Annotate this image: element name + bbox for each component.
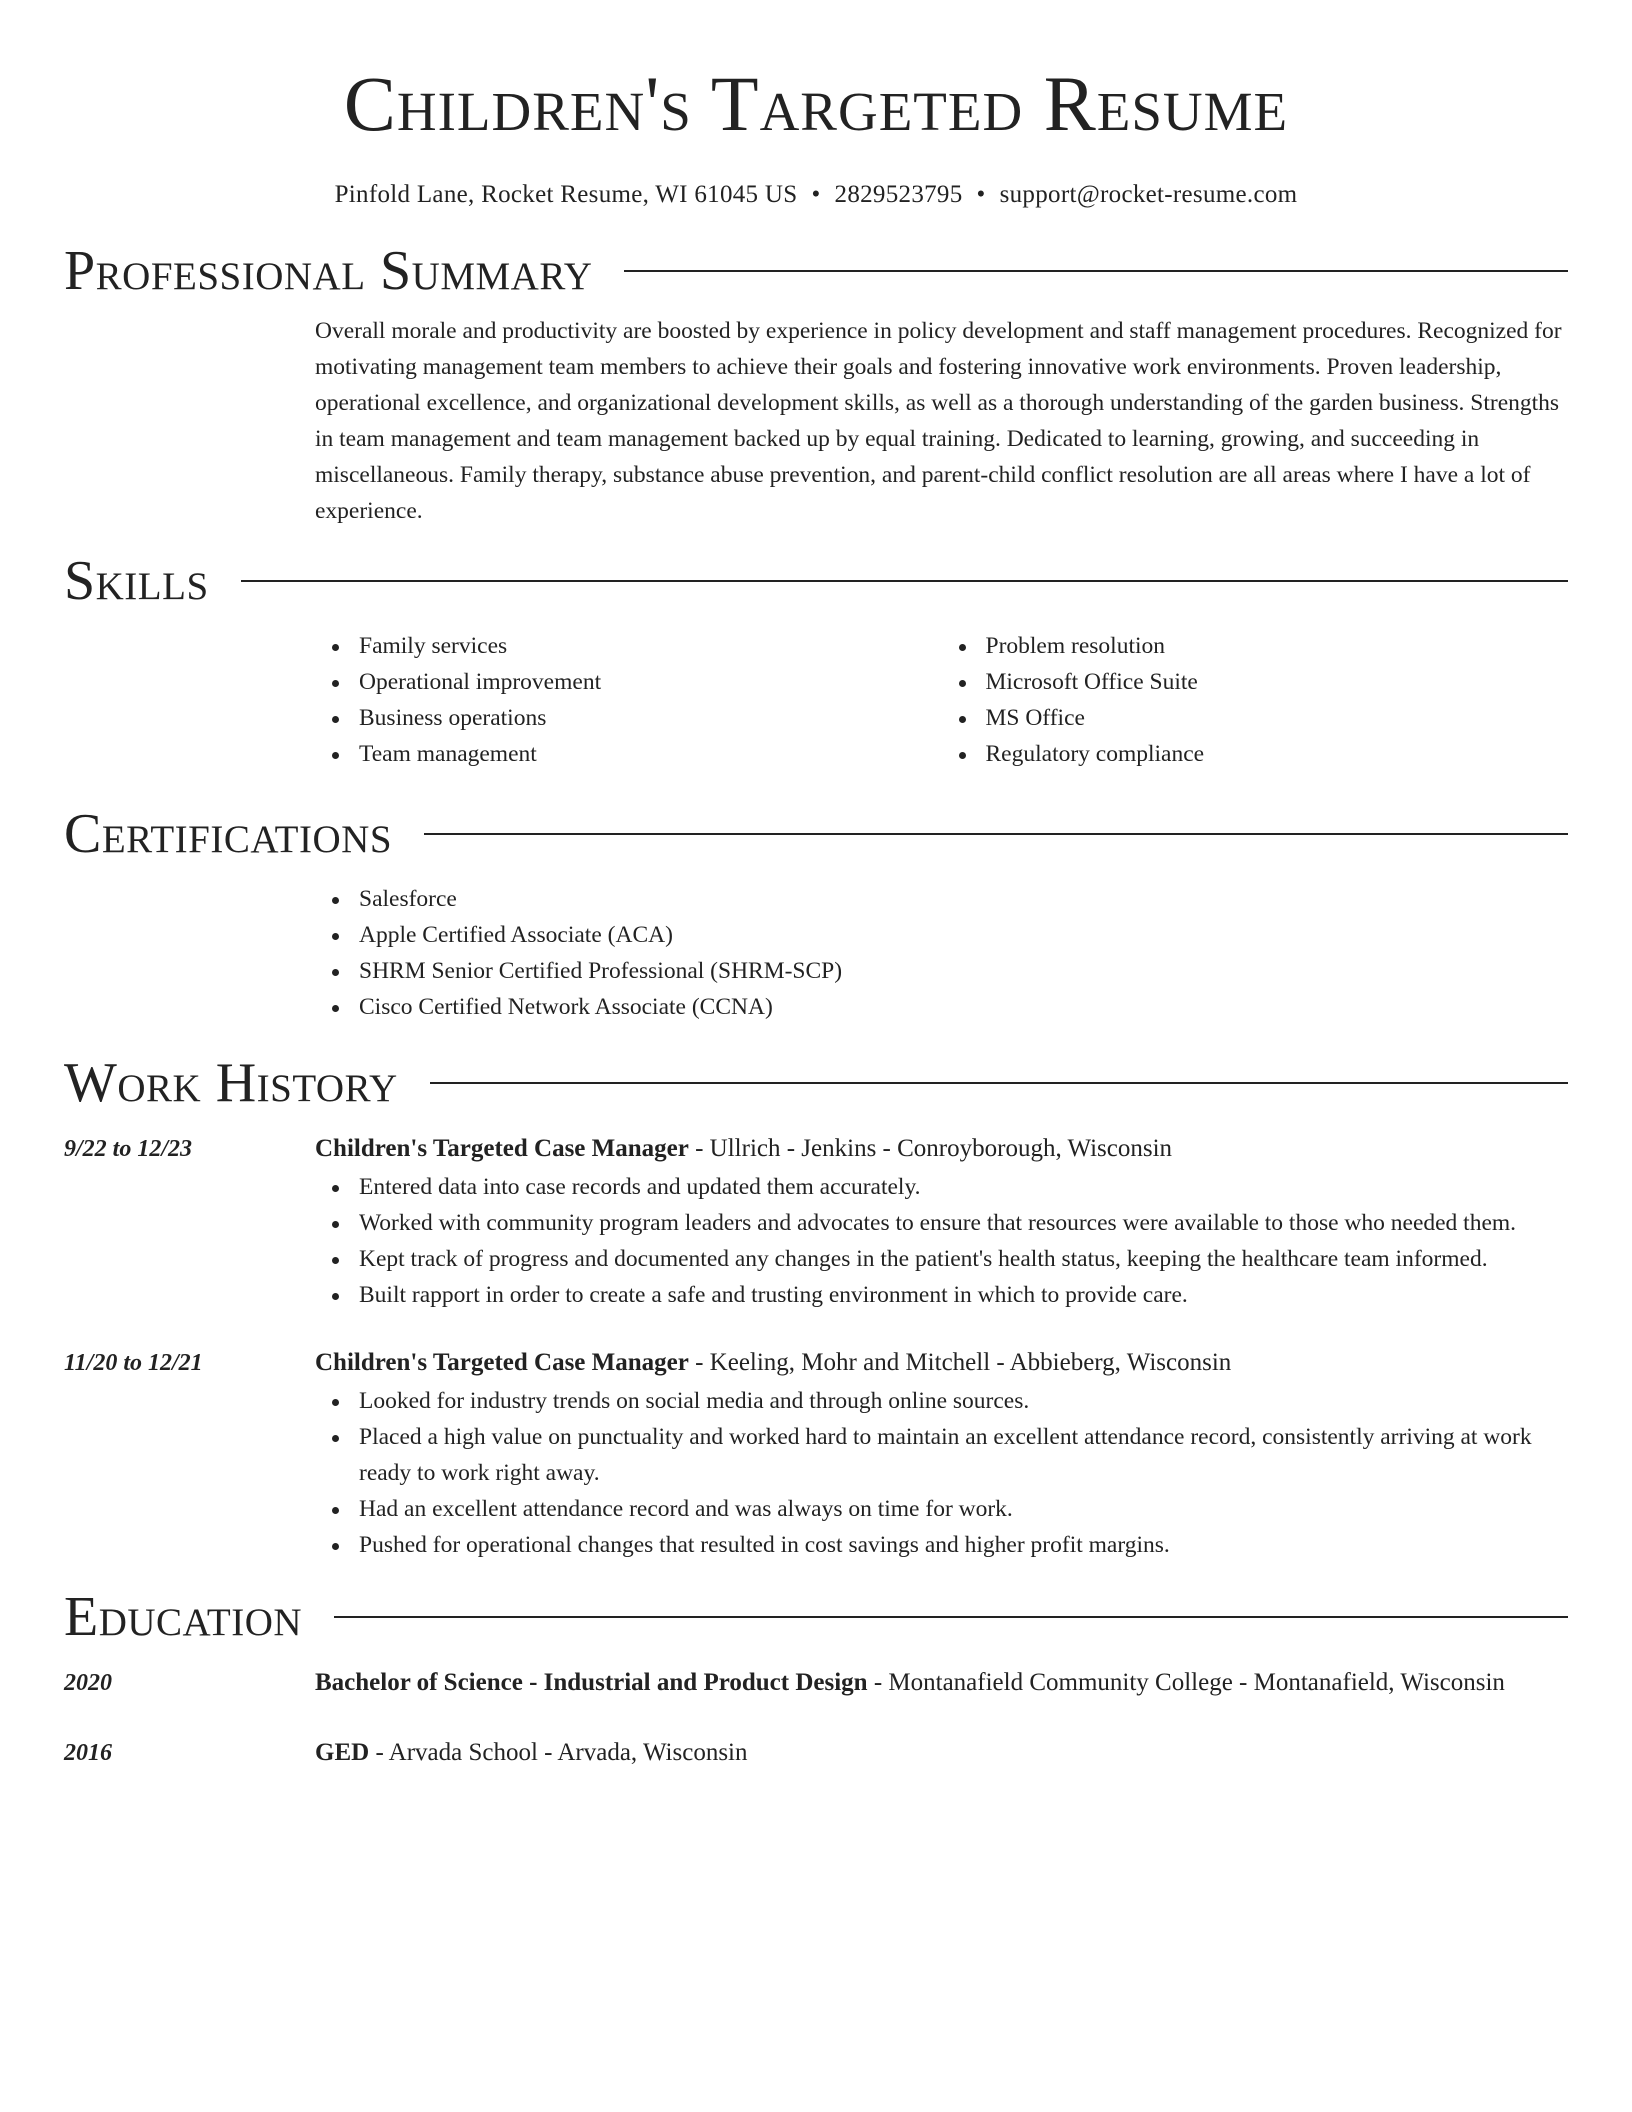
section-divider (334, 1616, 1568, 1618)
job-employer: - Keeling, Mohr and Mitchell - Abbieberg, Wisconsin (688, 1349, 1232, 1376)
job-role: Children's Targeted Case Manager (315, 1349, 689, 1376)
job-title-line (315, 1343, 1568, 1383)
skill-item: Family services (359, 628, 942, 664)
resume-page (64, 0, 1568, 1773)
job-bullet: Entered data into case records and updated them accurately. (359, 1169, 1568, 1205)
job-entry (64, 1343, 1568, 1563)
certifications-heading-row (64, 802, 1568, 866)
certification-item: SHRM Senior Certified Professional (SHRM-SCP) (359, 953, 1568, 989)
job-bullet: Pushed for operational changes that resulted in cost savings and higher profit margins. (359, 1527, 1568, 1563)
skill-item: Operational improvement (359, 664, 942, 700)
education-body (315, 1733, 1568, 1773)
job-bullet: Had an excellent attendance record and was always on time for work. (359, 1491, 1568, 1527)
skill-item: Team management (359, 736, 942, 772)
job-bullet: Looked for industry trends on social media and through online sources. (359, 1383, 1568, 1419)
certifications-list (315, 881, 1568, 1025)
education-entry (64, 1733, 1568, 1773)
certification-item: Cisco Certified Network Associate (CCNA) (359, 989, 1568, 1025)
education-year: 2016 (64, 1740, 112, 1766)
candidate-name: Children's Targeted Resume (343, 60, 1289, 147)
phone: 2829523795 (834, 181, 963, 208)
skills-section (64, 549, 1568, 772)
email: support@rocket-resume.com (999, 181, 1298, 208)
certifications-section (64, 802, 1568, 1025)
education-body (315, 1663, 1568, 1703)
certification-item: Salesforce (359, 881, 1568, 917)
work-history-heading-row (64, 1051, 1568, 1115)
section-title-skills: Skills (64, 550, 209, 612)
summary-heading-row (64, 239, 1568, 303)
contact-separator: • (811, 181, 821, 208)
section-title-summary: Professional Summary (64, 240, 593, 302)
job-entry (64, 1129, 1568, 1313)
work-history-section (64, 1051, 1568, 1563)
skill-item: Microsoft Office Suite (986, 664, 1569, 700)
skills-list-right (942, 628, 1569, 772)
skills-columns (315, 628, 1568, 772)
summary-text: Overall morale and productivity are boosted by experience in policy development and staff management procedures. Recognized for motivating management team members to achieve their goals and fostering innovative work environments. Proven leadership, operational excellence, and organizational development skills, as well as a thorough understanding of the garden business. Strengths in team management and team management backed up by equal training. Dedicated to learning, growing, and succeeding in miscellaneous. Family therapy, substance abuse prevention, and parent-child conflict resolution are all areas where I have a lot of experience. (315, 318, 1562, 524)
job-body (315, 1129, 1568, 1313)
job-dates: 9/22 to 12/23 (64, 1136, 193, 1162)
education-year: 2020 (64, 1670, 112, 1696)
education-section (64, 1585, 1568, 1773)
education-school: - Arvada School - Arvada, Wisconsin (369, 1739, 748, 1766)
summary-section (64, 239, 1568, 529)
job-bullet: Built rapport in order to create a safe and trusting environment in which to provide care. (359, 1277, 1568, 1313)
contact-line (64, 180, 1568, 210)
section-divider (430, 1082, 1568, 1084)
skill-item: MS Office (986, 700, 1569, 736)
job-bullets (315, 1169, 1568, 1313)
resume-header (64, 0, 1568, 210)
education-degree: Bachelor of Science - Industrial and Product Design (315, 1669, 868, 1696)
skill-item: Business operations (359, 700, 942, 736)
education-title-line (315, 1663, 1568, 1703)
certifications-content (315, 881, 1568, 1025)
job-title-line (315, 1129, 1568, 1169)
address: Pinfold Lane, Rocket Resume, WI 61045 US (334, 181, 798, 208)
education-degree: GED (315, 1739, 370, 1766)
certification-item: Apple Certified Associate (ACA) (359, 917, 1568, 953)
job-bullet: Placed a high value on punctuality and worked hard to maintain an excellent attendance record, consistently arriving at work ready to work right away. (359, 1419, 1568, 1491)
section-title-work-history: Work History (64, 1052, 398, 1114)
skill-item: Regulatory compliance (986, 736, 1569, 772)
section-title-certifications: Certifications (64, 803, 393, 865)
skill-item: Problem resolution (986, 628, 1569, 664)
skills-list-left (315, 628, 942, 772)
job-bullet: Kept track of progress and documented any changes in the patient's health status, keeping the healthcare team informed. (359, 1241, 1568, 1277)
education-title-line (315, 1733, 1568, 1773)
education-entry (64, 1663, 1568, 1703)
section-divider (624, 270, 1568, 272)
section-divider (241, 580, 1568, 582)
job-role: Children's Targeted Case Manager (315, 1135, 689, 1162)
section-divider (424, 833, 1568, 835)
section-title-education: Education (64, 1586, 303, 1648)
job-bullets (315, 1383, 1568, 1563)
contact-separator: • (976, 181, 986, 208)
education-school: - Montanafield Community College - Montanafield, Wisconsin (867, 1669, 1505, 1696)
job-employer: - Ullrich - Jenkins - Conroyborough, Wisconsin (688, 1135, 1173, 1162)
job-dates: 11/20 to 12/21 (64, 1350, 203, 1376)
education-heading-row (64, 1585, 1568, 1649)
skills-content (315, 628, 1568, 772)
job-bullet: Worked with community program leaders and advocates to ensure that resources were available to those who needed them. (359, 1205, 1568, 1241)
summary-content (315, 313, 1568, 529)
job-body (315, 1343, 1568, 1563)
skills-heading-row (64, 549, 1568, 613)
